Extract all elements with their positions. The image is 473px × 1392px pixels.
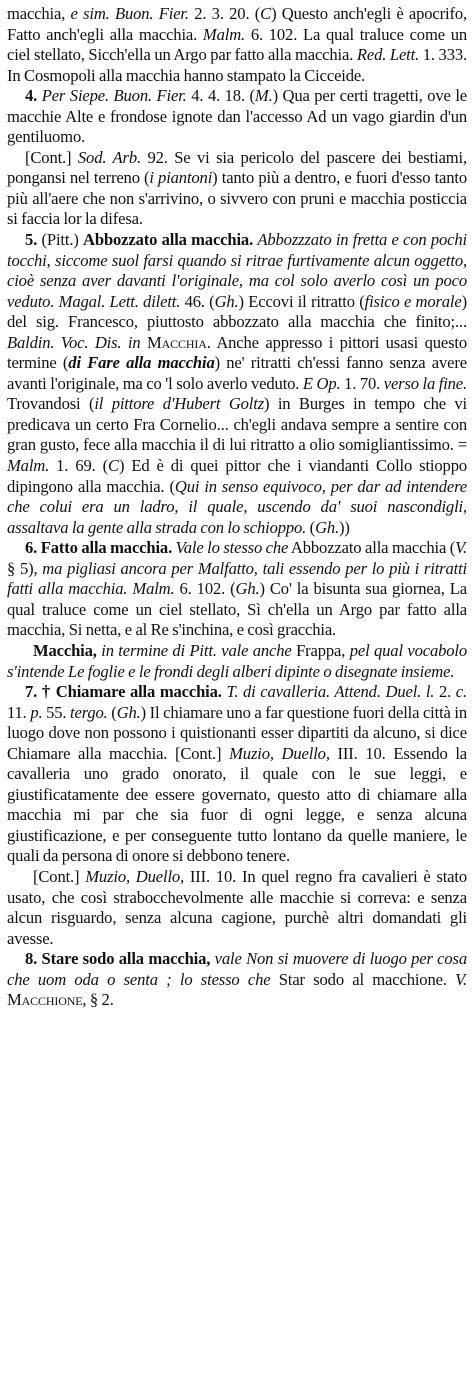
text-segment: 6. [25, 538, 41, 558]
text-segment: Malm. [7, 456, 50, 476]
text-segment: Macchione [7, 990, 83, 1010]
text-segment: 6. 102. La qual traluce come un ciel stellato, Sicch'ella un Argo par fatto alla macchia. [7, 24, 467, 65]
text-segment: E Op. [302, 373, 341, 393]
para-cont-muzio [7, 867, 467, 949]
text-segment: 46. ( [180, 291, 215, 311]
para-4 [7, 86, 467, 148]
text-segment: 6. 102. ( [174, 579, 236, 599]
text-segment: III. 10. In quel regno fra cavalieri è stato usato, che così strabocchevolmente alle macchie si correva: e senza alcun risguardo, senza alcuna cagione, purchè altri domandati gli avesse. [7, 866, 467, 948]
text-segment: 2. 3. 20. ( [188, 4, 261, 23]
text-segment: V. [455, 538, 467, 558]
text-segment: 7. † Chiamare alla macchia. [25, 682, 222, 702]
text-segment: tergo. [70, 702, 108, 722]
text-segment: ) Eccovi il ritratto ( [238, 291, 365, 311]
text-segment: Muzio, Duello, [229, 743, 330, 763]
text-segment: Gh. [315, 517, 340, 537]
text-segment: il pittore d'Hubert Goltz [94, 394, 265, 414]
text-segment: i piantoni [149, 168, 213, 188]
text-segment: Gh. [214, 291, 239, 311]
text-segment: (Pitt.) [41, 230, 84, 250]
text-segment: ) Ed è di quei pittor che i viandanti Collo stioppo dipingono alla macchia. ( [7, 456, 467, 496]
text-segment: Gh. [116, 702, 141, 722]
text-segment: Fatto alla macchia. [40, 538, 173, 558]
text-segment: ( [107, 702, 117, 722]
text-segment: Vale lo stesso che [175, 538, 289, 558]
dictionary-entry-body [7, 4, 467, 1011]
text-segment: 1. 70. [340, 373, 384, 393]
text-segment: 2. [434, 682, 456, 702]
text-segment: C [260, 4, 272, 23]
text-segment: verso la fine. [383, 373, 468, 393]
text-segment: 5. [25, 230, 42, 250]
text-segment: , § 2. [82, 990, 114, 1010]
text-segment: Trovandosi ( [7, 394, 95, 414]
para-5 [7, 230, 467, 538]
text-segment: Malm. [202, 24, 246, 44]
text-segment: Frappa, [291, 640, 350, 660]
text-segment: 4. [25, 86, 42, 106]
text-segment: macchia, [7, 4, 71, 23]
para-8 [7, 949, 467, 1011]
text-segment: )) [339, 517, 350, 537]
text-segment: ) tanto più a dentro, e fuori d'esso tanto più all'aere che non s'arrivino, o sivvero con pruni e macchia posticcia si faccia lor la difesa. [7, 168, 467, 229]
text-segment: ) Co' la bisunta sua giornea, La qual traluce come un ciel stellato, Sì ch'ella un Argo par fatto alla macchia, Si netta, e al Re s'inchina, e così gracchia. [7, 579, 467, 640]
text-segment: in termine di Pitt. vale anche [101, 640, 292, 660]
text-segment: Star sodo al macchione. [270, 969, 456, 989]
text-segment: Abbozzzato in fretta e con pochi tocchi, siccome suol farsi quando si ritrae furtivamente alcun oggetto, cioè senza aver davanti l'originale, ma col solo averlo così un poco veduto. Magal. Lett. dilett. [7, 230, 468, 311]
text-segment: Abbozzato alla macchia ( [288, 538, 456, 558]
text-segment: 92. Se vi sia pericolo del pascere dei bestiami, pongansi nel terreno ( [7, 147, 468, 188]
text-segment: Muzio, Duello, [85, 866, 185, 886]
text-segment: Per Siepe. Buon. Fier. [41, 86, 187, 106]
text-segment: C [108, 456, 119, 476]
text-segment: § 5), [7, 558, 43, 578]
text-segment: M. [254, 86, 273, 106]
text-segment: ) in Burges in tempo che vi predicava un certo Fra Cornelio... ch'egli andava sempre a sentire con gran gusto, fece alla macchia il di lui ritratto a olio somigliantissimo. = [7, 394, 467, 455]
text-segment: Red. Lett. [356, 45, 420, 65]
text-segment: [Cont.] [33, 866, 86, 886]
text-segment: fisico e morale [364, 291, 462, 311]
text-segment: vale Non si muovere di luogo per cosa che uom oda o senta ; lo stesso che [7, 949, 467, 989]
para-6 [7, 538, 467, 641]
text-segment: Abbozzato alla macchia. [83, 230, 254, 250]
text-segment: T. di cavalleria. Attend. Duel. l. [226, 682, 435, 702]
text-segment: ) del sig. Francesco, piuttosto abbozzato alla macchia che finito;... [7, 291, 468, 332]
text-segment: ) Questo anch'egli è apocrifo, Fatto anch'egli alla macchia. [7, 4, 467, 44]
text-segment: ) Qua per certi tragetti, ove le macchie Alte e frondose ignote dan l'accesso Ad un vago giardin d'un gentiluomo. [7, 86, 467, 147]
text-segment: p. [30, 702, 43, 722]
text-segment: Stare sodo alla macchia, [41, 949, 211, 969]
text-segment: . Anche appresso i pittori usasi questo termine ( [7, 332, 468, 373]
text-segment: V. [455, 969, 467, 989]
text-segment: pel qual vocabolo s'intende Le foglie e le frondi degli alberi dipinte o disegnate insieme. [7, 640, 467, 681]
text-segment: III. 10. Essendo la cavalleria uno grado onorato, il quale con le sue leggi, e giustificatamente dee essere governato, questo atto di chiamare alla macchia mi par che sia fuor di ogni legge, e senza alcuna giustificazione, e per conseguente tutto lontano da quelle maniere, le quali da persona di onore si debbono tenere. [7, 743, 467, 866]
text-segment: Baldin. Voc. Dis. in [7, 332, 141, 352]
text-segment: ma pigliasi ancora per Malfatto, tali essendo per lo più i ritratti fatti alla macchia. Malm. [7, 558, 467, 599]
text-segment: e sim. Buon. Fier. [70, 4, 189, 23]
text-segment: ) Il chiamare uno a far questione fuori della città in luogo dove non possono i quistionanti esser dipartiti da alcuno, si dice Chiamare alla macchia. [Cont.] [7, 702, 467, 763]
text-segment: 55. [42, 702, 71, 722]
text-segment: 4. 4. 18. ( [186, 86, 255, 106]
text-segment: Macchia, [33, 640, 97, 660]
text-segment: Qui in senso equivoco, per dar ad intendere che colui era un ladro, il quale, uscendo da' suoi nascondigli, assaltava la gente alla strada con lo schioppo. [7, 476, 467, 537]
text-segment: [Cont.] [25, 147, 78, 167]
text-segment: di Fare alla macchia [68, 353, 215, 373]
text-segment: Gh. [235, 579, 260, 599]
text-segment: Macchia [147, 332, 207, 352]
text-segment: 1. 69. ( [49, 456, 109, 476]
para-cont-sod [7, 148, 467, 230]
text-segment: Sod. Arb. [77, 147, 141, 167]
para-7 [7, 682, 467, 867]
text-segment: ) ne' ritratti ch'essi fanno senza avere avanti l'originale, ma co 'l solo averlo veduto. [7, 353, 467, 393]
text-segment: 1. 333. In Cosmopoli alla macchia hanno stampato la Cicceide. [7, 45, 467, 85]
para-continuation [7, 4, 467, 86]
text-segment: 8. [25, 949, 42, 969]
text-segment: 11. [7, 702, 31, 722]
para-frappa [7, 641, 467, 682]
text-segment: c. [455, 682, 468, 702]
text-segment: ( [306, 517, 316, 537]
